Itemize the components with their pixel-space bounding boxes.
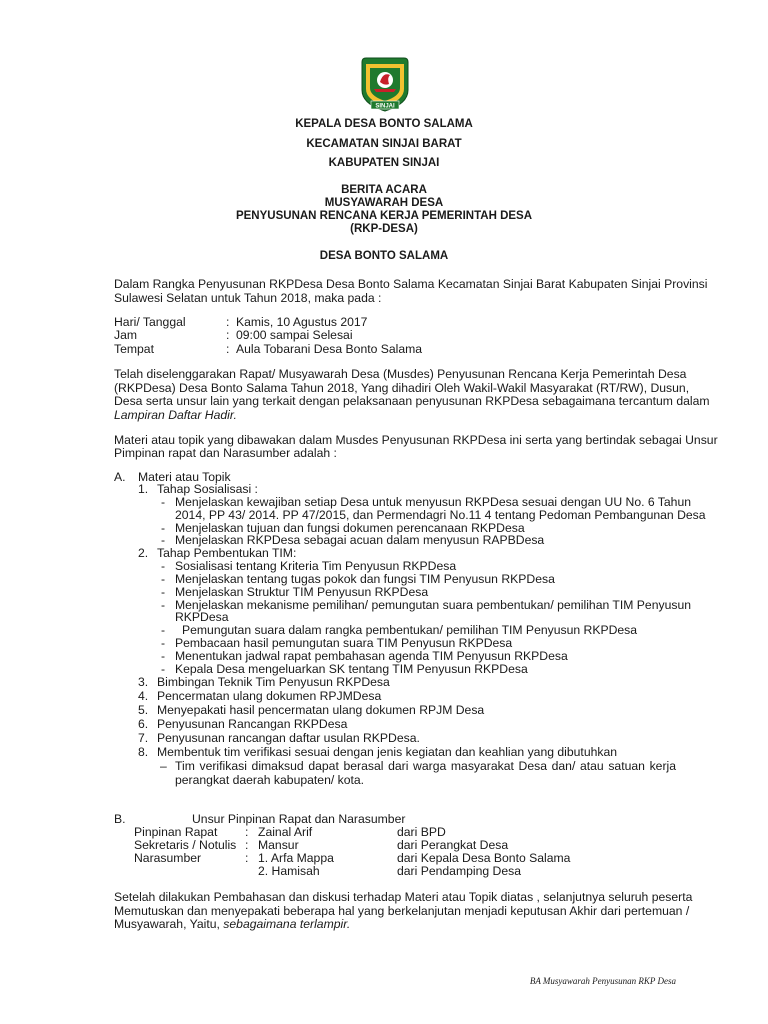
para1-line-2: (RKPDesa) Desa Bonto Salama Tahun 2018, Yang dihadiri Oleh Wakil-Wakil Masyarakat (RT/RW), Dusun, [114,381,690,395]
participant-name: Zainal Arif [258,825,313,839]
step-title: Tahap Pembentukan TIM: [157,546,297,560]
para1-line-4: Lampiran Daftar Hadir. [114,408,237,422]
step-number: 8. [138,745,149,759]
list-item: Sosialisasi tentang Kriteria Tim Penyusun RKPDesa [175,559,457,573]
intro-line-2: Sulawesi Selatan untuk Tahun 2018, maka pada : [114,291,382,305]
header-line-1: KEPALA DESA BONTO SALAMA [295,118,473,130]
bullet-dash: - [161,649,166,663]
schedule-label: Tempat [114,342,154,356]
list-item: Menjelaskan mekanisme pemilihan/ pemungutan suara pembentukan/ pemilihan TIM Penyusun [175,598,692,612]
para2-line-1: Materi atau topik yang dibawakan dalam Musdes Penyusunan RKPDesa ini serta yang bertindak sebagai Unsur [114,433,718,447]
bullet-dash: – [160,759,167,773]
schedule-sep: : [226,342,230,356]
list-item: Menjelaskan RKPDesa sebagai acuan dalam menyusun RAPBDesa [175,533,545,547]
village-heading: DESA BONTO SALAMA [319,250,449,262]
list-item: Penyusunan Rancangan RKPDesa [157,717,348,731]
list-item: Membentuk tim verifikasi sesuai dengan jenis kegiatan dan keahlian yang dibutuhkan [157,745,618,759]
participant-role: Sekretaris / Notulis [134,838,237,852]
participant-origin: dari BPD [397,825,446,839]
title-line-2: MUSYAWARAH DESA [324,197,444,209]
title-line-3: PENYUSUNAN RENCANA KERJA PEMERINTAH DESA [235,210,533,222]
participant-name: 2. Hamisah [258,864,320,878]
step-number: 2. [138,546,149,560]
closing-line-1: Setelah dilakukan Pembahasan dan diskusi terhadap Materi atau Topik diatas , selanjutnya seluruh peserta [114,890,693,904]
list-item: Menjelaskan tentang tugas pokok dan fungsi TIM Penyusun RKPDesa [175,572,555,586]
list-item: Bimbingan Teknik Tim Penyusun RKPDesa [157,675,390,689]
schedule-value: Kamis, 10 Agustus 2017 [236,315,368,329]
list-item: perangkat daerah kabupaten/ kota. [175,773,365,787]
title-line-4: (RKP-DESA) [350,223,418,235]
list-item: Menentukan jadwal rapat pembahasan agenda TIM Penyusun RKPDesa [175,649,568,663]
step-number: 7. [138,731,149,745]
section-a-title: Materi atau Topik [138,470,231,484]
list-item: 2014, PP 43/ 2014. PP 47/2015, dan Permendagri No.11 4 tentang Pedoman Pembangunan Desa [175,508,706,522]
page-footer: BA Musyawarah Penyusunan RKP Desa [529,976,676,986]
list-item: Pembacaan hasil pemungutan suara TIM Penyusun RKPDesa [175,636,513,650]
schedule-value: Aula Tobarani Desa Bonto Salama [236,342,423,356]
participant-role: Narasumber [134,851,202,865]
para1-line-1: Telah diselenggarakan Rapat/ Musyawarah Desa (Musdes) Penyusunan Rencana Kerja Pemerintah Desa [114,367,687,381]
list-item: Menyepakati hasil pencermatan ulang dokumen RPJM Desa [157,703,485,717]
participant-role: Pinpinan Rapat [134,825,218,839]
bullet-dash: - [161,585,166,599]
schedule-label: Hari/ Tanggal [114,315,186,329]
bullet-dash: - [161,495,166,509]
bullet-dash: - [161,636,166,650]
header-line-2: KECAMATAN SINJAI BARAT [306,138,462,150]
participant-name: 1. Arfa Mappa [258,851,334,865]
section-b-title: Unsur Pinpinan Rapat dan Narasumber [192,812,406,826]
bullet-dash: - [161,598,166,612]
list-item: RKPDesa [175,610,229,624]
schedule-sep: : [226,315,230,329]
step-number: 6. [138,717,149,731]
sinjai-regency-emblem-icon [358,56,412,114]
title-line-1: BERITA ACARA [341,184,427,196]
step-title: Tahap Sosialisasi : [157,482,258,496]
bullet-dash: - [161,559,166,573]
section-b-letter: B. [114,812,126,826]
participant-origin: dari Pendamping Desa [397,864,521,878]
emblem-banner-text: SINJAI [375,103,395,110]
bullet-dash: - [161,521,166,535]
participant-sep: : [245,851,249,865]
step-number: 4. [138,689,149,703]
schedule-sep: : [226,328,230,342]
closing-text: Musyawarah, Yaitu, [114,917,220,931]
list-item: Tim verifikasi dimaksud dapat berasal dari warga masyarakat Desa dan/ atau satuan kerja [175,759,676,773]
schedule-label: Jam [114,328,138,342]
step-number: 5. [138,703,149,717]
list-item: Penyusunan rancangan daftar usulan RKPDesa. [157,731,420,745]
section-a-letter: A. [114,470,126,484]
list-item: Menjelaskan tujuan dan fungsi dokumen perencanaan RKPDesa [175,521,525,535]
list-item: Kepala Desa mengeluarkan SK tentang TIM Penyusun RKPDesa [175,662,528,676]
step-number: 1. [138,482,149,496]
list-item: Pencermatan ulang dokumen RPJMDesa [157,689,382,703]
list-item: Menjelaskan Struktur TIM Penyusun RKPDesa [175,585,429,599]
para2-line-2: Pimpinan rapat dan Narasumber adalah : [114,446,337,460]
bullet-dash: - [161,662,166,676]
participant-sep: : [245,838,249,852]
bullet-dash: - [161,533,166,547]
bullet-dash: - [161,623,166,637]
participant-name: Mansur [258,838,299,852]
header-line-3: KABUPATEN SINJAI [328,157,440,169]
step-number: 3. [138,675,149,689]
list-item: Pemungutan suara dalam rangka pembentukan/ pemilihan TIM Penyusun RKPDesa [182,623,638,637]
list-item: Menjelaskan kewajiban setiap Desa untuk menyusun RKPDesa sesuai dengan UU No. 6 Tahun [175,495,692,509]
participant-origin: dari Perangkat Desa [397,838,509,852]
closing-italic-text: sebagaimana terlampir. [223,917,351,931]
participant-sep: : [245,825,249,839]
closing-line-2: Memutuskan dan menyepakati beberapa hal yang berkelanjutan menjadi keputusan Akhir dari pertemuan / [114,904,690,918]
para1-line-3: Desa serta unsur lain yang terkait dengan pelaksanaan penyusunan RKPDesa sebagaimana tercantum dalam [114,394,710,408]
schedule-value: 09:00 sampai Selesai [236,328,353,342]
intro-line-1: Dalam Rangka Penyusunan RKPDesa Desa Bonto Salama Kecamatan Sinjai Barat Kabupaten Sinjai Provinsi [114,277,708,291]
participant-origin: dari Kepala Desa Bonto Salama [397,851,571,865]
bullet-dash: - [161,572,166,586]
closing-line-3 [114,917,350,931]
